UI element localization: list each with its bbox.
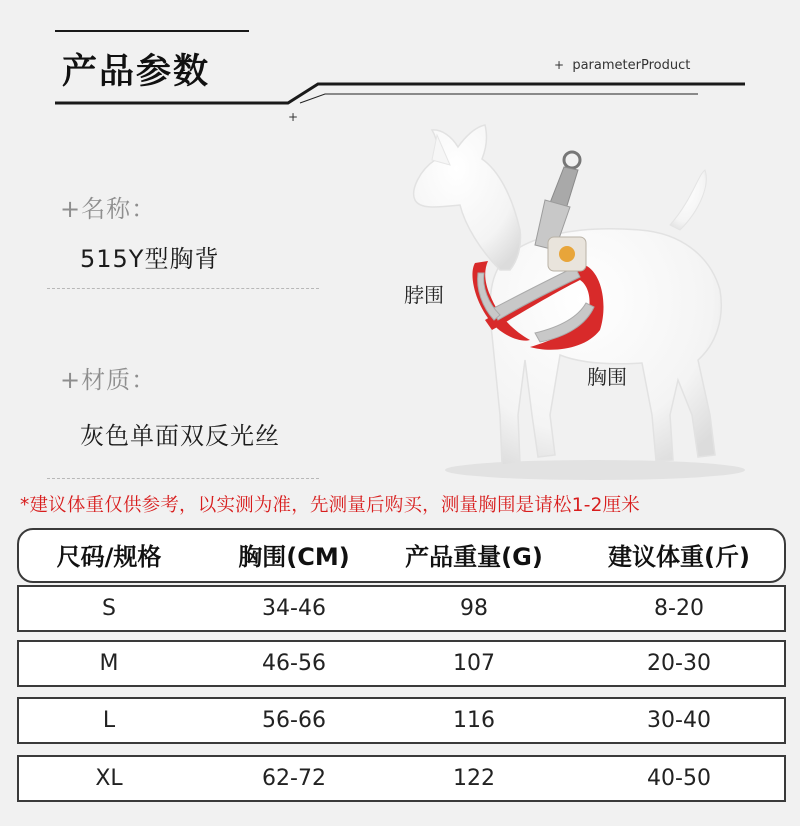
plus-icon: +	[554, 58, 565, 72]
table-row	[17, 755, 786, 802]
material-value: 灰色单面双反光丝	[80, 422, 280, 450]
dog-weight-cell: 20-30	[647, 651, 711, 676]
chest-callout: 胸围	[587, 365, 627, 389]
page-title: 产品参数	[62, 52, 211, 92]
weight-cell: 98	[460, 596, 488, 621]
weight-cell: 116	[453, 708, 495, 733]
chest-cell: 62-72	[262, 766, 326, 791]
dog-weight-cell: 40-50	[647, 766, 711, 791]
dog-weight-cell: 8-20	[654, 596, 704, 621]
neck-callout: 脖围	[404, 283, 444, 307]
column-header: 胸围(CM)	[238, 543, 350, 571]
size-cell: XL	[95, 766, 123, 791]
header-rule-lines	[0, 0, 800, 130]
divider	[47, 478, 319, 479]
weight-cell: 107	[453, 651, 495, 676]
size-cell: L	[102, 708, 116, 733]
chest-cell: 34-46	[262, 596, 326, 621]
weight-note: *建议体重仅供参考，以实测为准，先测量后购买，测量胸围是请松1-2厘米	[20, 495, 640, 516]
divider	[47, 288, 319, 289]
size-cell: M	[99, 651, 119, 676]
column-header: 建议体重(斤)	[608, 543, 750, 571]
chest-cell: 56-66	[262, 708, 326, 733]
subtitle-text: parameterProduct	[572, 58, 691, 73]
name-label: +名称：	[60, 195, 157, 223]
table-row	[17, 697, 786, 744]
chest-cell: 46-56	[262, 651, 326, 676]
dog-weight-cell: 30-40	[647, 708, 711, 733]
weight-cell: 122	[453, 766, 495, 791]
column-header: 尺码/规格	[56, 543, 162, 571]
column-header: 产品重量(G)	[405, 543, 543, 571]
size-cell: S	[102, 596, 116, 621]
name-value: 515Y型胸背	[80, 245, 220, 273]
table-row	[17, 640, 786, 687]
table-row	[17, 585, 786, 632]
plus-icon: +	[288, 110, 299, 124]
size-table-header	[17, 528, 786, 583]
material-label: +材质：	[60, 366, 157, 394]
